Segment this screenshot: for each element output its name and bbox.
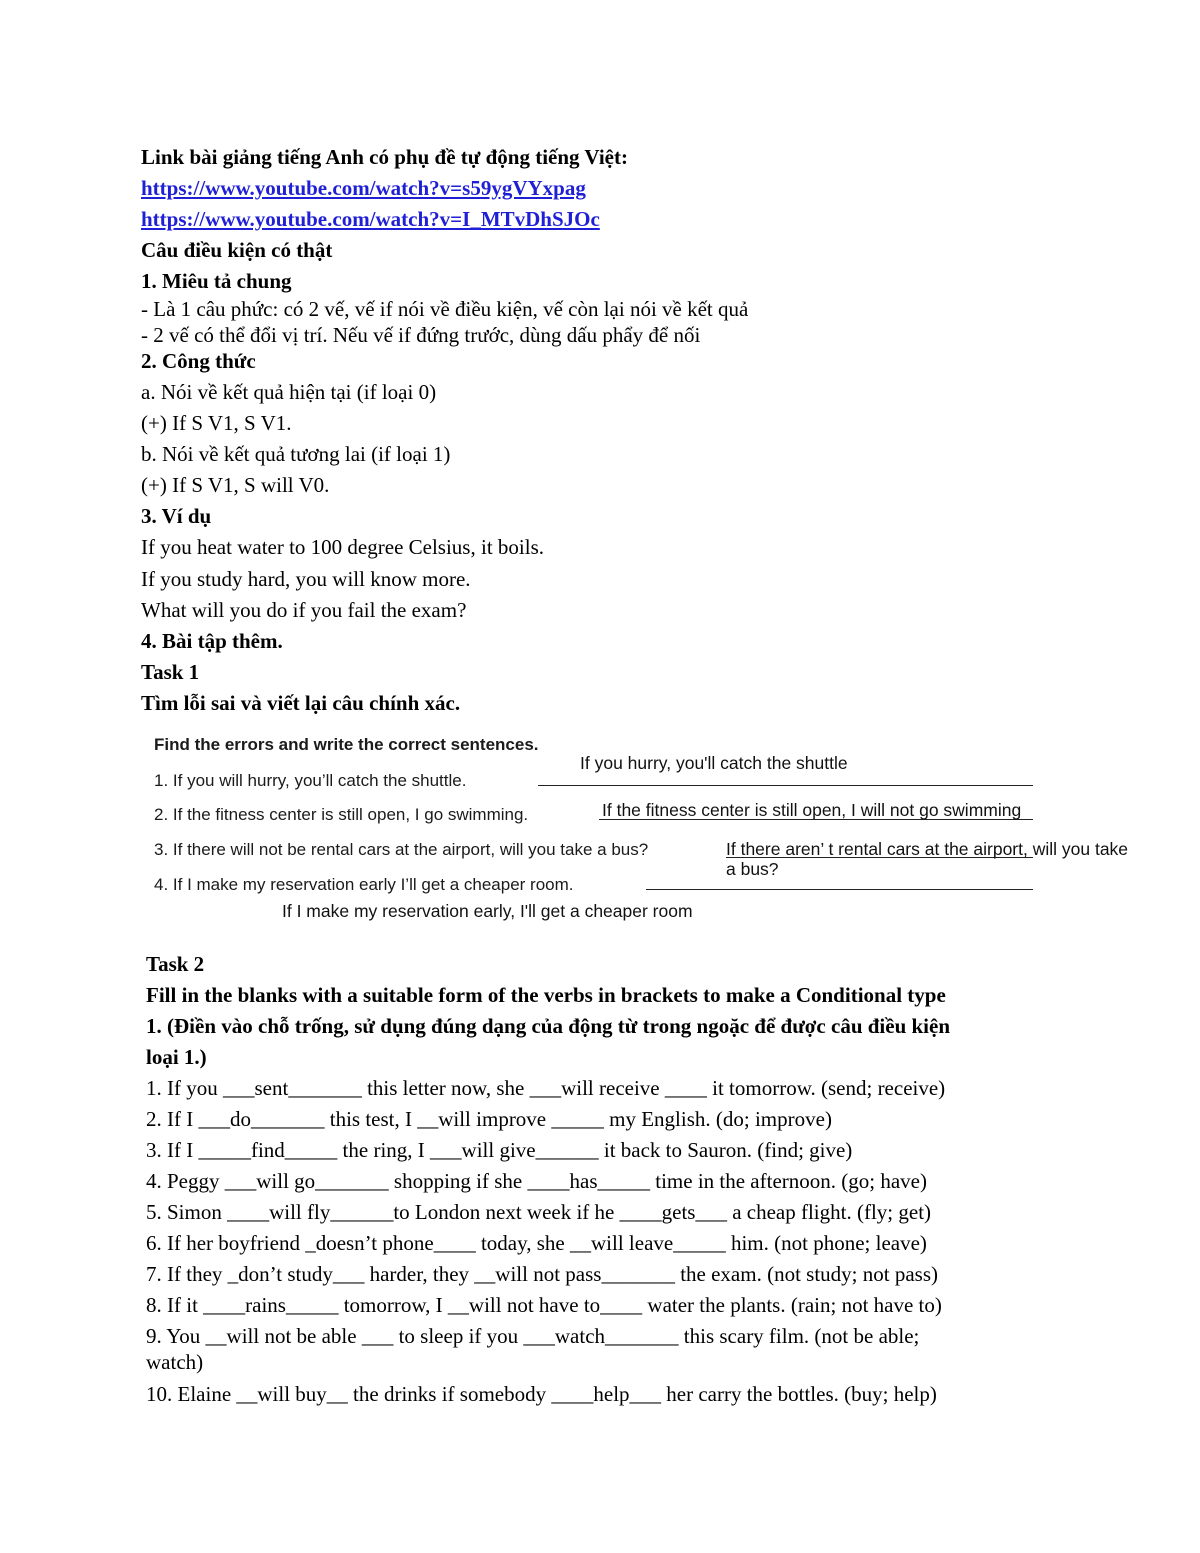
section2-a: a. Nói về kết quả hiện tại (if loại 0) [141, 380, 437, 404]
task2-item-1: 1. If you ___sent_______ this letter now, she ___will receive ____ it tomorrow. (send; receive) [146, 1076, 946, 1100]
topic-heading: Câu điều kiện có thật [141, 238, 333, 262]
task2-item-2: 2. If I ___do_______ this test, I __will improve _____ my English. (do; improve) [146, 1107, 832, 1131]
task1-question-4: 4. If I make my reservation early I’ll get a cheaper room. [154, 875, 574, 894]
task1-question-1: 1. If you will hurry, you’ll catch the shuttle. [154, 771, 467, 790]
section1-line2: - 2 vế có thể đổi vị trí. Nếu vế if đứng trước, dùng dấu phẩy để nối [141, 323, 701, 347]
task1-answer-2[interactable]: If the fitness center is still open, I will not go swimming [602, 800, 1022, 820]
section2-b: b. Nói về kết quả tương lai (if loại 1) [141, 442, 451, 466]
task1-exercise-image [148, 733, 1198, 933]
task2-item-8: 8. If it ____rains_____ tomorrow, I __will not have to____ water the plants. (rain; not have to) [146, 1293, 942, 1317]
task2-item-10: 10. Elaine __will buy__ the drinks if somebody ____help___ her carry the bottles. (buy; help) [146, 1382, 937, 1406]
task1-image-header: Find the errors and write the correct sentences. [154, 735, 539, 754]
task2-item-9-cont: watch) [146, 1350, 204, 1374]
section2-b-formula: (+) If S V1, S will V0. [141, 473, 330, 497]
task2-item-7: 7. If they _don’t study___ harder, they __will not pass_______ the exam. (not study; not pass) [146, 1262, 939, 1286]
task1-title: Task 1 [141, 660, 200, 684]
youtube-link-2[interactable]: https://www.youtube.com/watch?v=I_MTvDhSJOc [141, 207, 600, 231]
task2-item-9: 9. You __will not be able ___ to sleep if you ___watch_______ this scary film. (not be able; [146, 1324, 920, 1348]
intro-heading: Link bài giảng tiếng Anh có phụ đề tự động tiếng Việt: [141, 145, 628, 169]
task2-item-4: 4. Peggy ___will go_______ shopping if she ____has_____ time in the afternoon. (go; have) [146, 1169, 927, 1193]
task1-question-2: 2. If the fitness center is still open, I go swimming. [154, 805, 529, 824]
task1-instruction: Tìm lỗi sai và viết lại câu chính xác. [141, 691, 461, 715]
answer-line-4 [646, 889, 1033, 890]
task2-item-5: 5. Simon ____will fly______to London next week if he ____gets___ a cheap flight. (fly; get) [146, 1200, 932, 1224]
section2-a-formula: (+) If S V1, S V1. [141, 411, 292, 435]
section2-title: 2. Công thức [141, 349, 256, 373]
task1-answer-3-line1[interactable]: If there aren’ t rental cars at the airport, will you take [726, 839, 1129, 859]
example-3: What will you do if you fail the exam? [141, 598, 467, 622]
section4-title: 4. Bài tập thêm. [141, 629, 283, 653]
section1-line1: - Là 1 câu phức: có 2 vế, vế if nói về điều kiện, vế còn lại nói về kết quả [141, 297, 749, 321]
section3-title: 3. Ví dụ [141, 504, 212, 528]
task1-answer-1[interactable]: If you hurry, you'll catch the shuttle [580, 753, 848, 773]
section1-title: 1. Miêu tả chung [141, 269, 292, 293]
task2-instruction-2: 1. (Điền vào chỗ trống, sử dụng đúng dạng của động từ trong ngoặc để được câu điều kiện [146, 1014, 951, 1038]
task1-question-3: 3. If there will not be rental cars at the airport, will you take a bus? [154, 840, 649, 859]
task2-instruction-3: loại 1.) [146, 1045, 207, 1069]
task1-answer-3-line2[interactable]: a bus? [726, 859, 779, 879]
task2-item-6: 6. If her boyfriend _doesn’t phone____ today, she __will leave_____ him. (not phone; leave) [146, 1231, 927, 1255]
task2-title: Task 2 [146, 952, 205, 976]
example-1: If you heat water to 100 degree Celsius, it boils. [141, 535, 544, 559]
task2-instruction-1: Fill in the blanks with a suitable form of the verbs in brackets to make a Conditional type [146, 983, 946, 1007]
answer-line-1 [538, 785, 1033, 786]
example-2: If you study hard, you will know more. [141, 567, 471, 591]
task2-item-3: 3. If I _____find_____ the ring, I ___will give______ it back to Sauron. (find; give) [146, 1138, 853, 1162]
youtube-link-1[interactable]: https://www.youtube.com/watch?v=s59ygVYxpag [141, 176, 586, 200]
task1-answer-4[interactable]: If I make my reservation early, I'll get a cheaper room [282, 901, 693, 921]
